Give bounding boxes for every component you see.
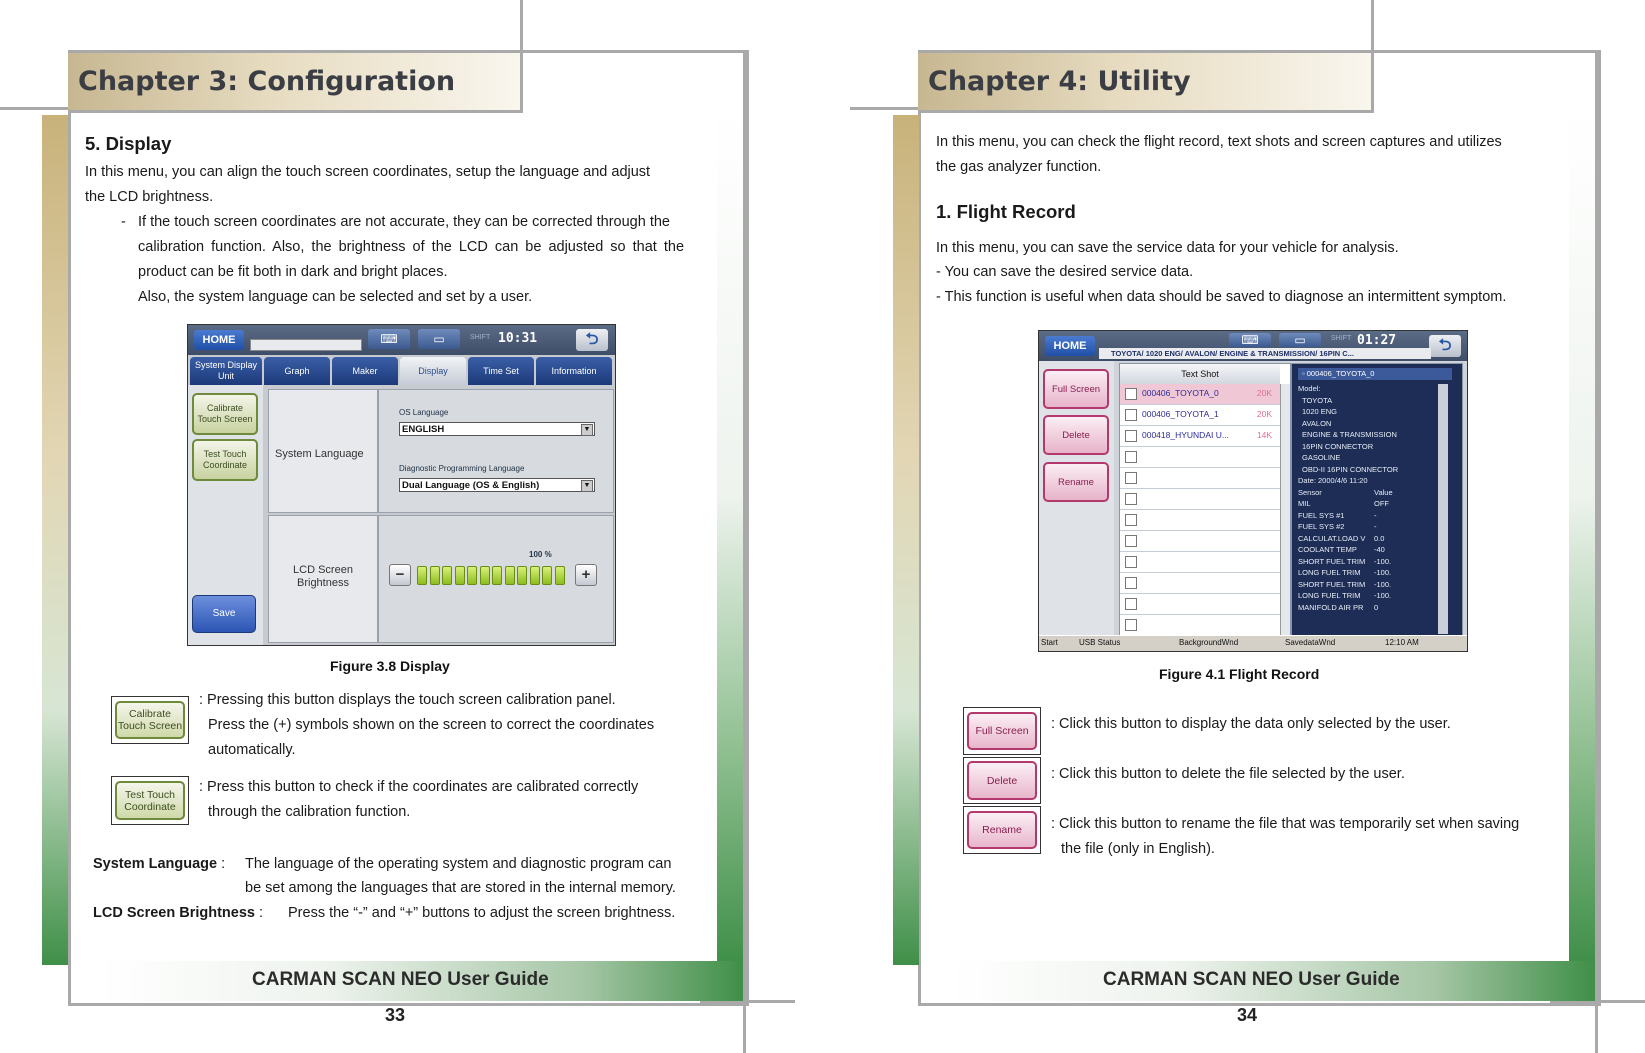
- footer-title: CARMAN SCAN NEO User Guide: [1103, 969, 1400, 990]
- sensor-value: -100.: [1374, 568, 1392, 577]
- chapter-title: Chapter 4: Utility: [928, 66, 1191, 97]
- definition-term: [93, 901, 263, 926]
- frame-line: [0, 107, 70, 110]
- info-line: GASOLINE: [1302, 453, 1341, 462]
- delete-label: Delete: [967, 761, 1036, 799]
- item-desc-line: : Click this button to delete the file selected by the user.: [1051, 766, 1405, 782]
- file-name: 000406_TOYOTA_1: [1142, 409, 1219, 419]
- os-language-value: ENGLISH: [402, 424, 445, 435]
- full-screen-label: Full Screen: [967, 712, 1036, 751]
- tab-graph[interactable]: Graph: [264, 357, 330, 385]
- taskbar: [1039, 635, 1467, 651]
- info-title: ▫ 000406_TOYOTA_0: [1298, 368, 1452, 380]
- checkbox[interactable]: [1125, 451, 1137, 463]
- sensor-name: CALCULAT.LOAD V: [1298, 533, 1366, 543]
- sensor-name: LONG FUEL TRIM: [1298, 591, 1361, 600]
- back-icon[interactable]: ⮌: [1429, 335, 1461, 357]
- checkbox[interactable]: [1125, 409, 1137, 421]
- checkbox[interactable]: [1125, 535, 1137, 547]
- intro-line: the gas analyzer function.: [936, 159, 1102, 175]
- term-separator: :: [217, 856, 226, 872]
- sensor-value: 0: [1374, 602, 1379, 612]
- file-name: 000418_HYUNDAI U...: [1142, 430, 1229, 440]
- info-line: Model:: [1298, 384, 1321, 393]
- sensor-value: -100.: [1374, 591, 1392, 600]
- keyboard-icon[interactable]: ⌨: [368, 329, 410, 349]
- info-line: 1020 ENG: [1302, 407, 1338, 416]
- brightness-plus-button[interactable]: +: [575, 564, 597, 586]
- sensor-value: -: [1374, 522, 1377, 531]
- figure-caption: Figure 4.1 Flight Record: [1159, 666, 1320, 682]
- sensor-name: MIL: [1298, 499, 1311, 508]
- brightness-segment: [492, 566, 502, 585]
- info-line: Date: 2000/4/6 11:20: [1298, 476, 1368, 485]
- file-info-panel: [1291, 363, 1463, 637]
- delete-button[interactable]: Delete: [1043, 415, 1109, 455]
- scrollbar[interactable]: [1438, 384, 1448, 634]
- checkbox[interactable]: [1125, 619, 1137, 631]
- taskbar-item[interactable]: SavedataWnd: [1285, 638, 1336, 647]
- list-item[interactable]: [1120, 405, 1280, 426]
- chapter-header: [918, 50, 1374, 113]
- info-title-text: 000406_TOYOTA_0: [1306, 369, 1375, 378]
- brightness-segment: [417, 566, 427, 585]
- definition-line: The language of the operating system and diagnostic program can: [245, 856, 672, 872]
- rename-button[interactable]: Rename: [1043, 462, 1109, 502]
- start-button[interactable]: Start: [1041, 638, 1058, 647]
- capture-icon[interactable]: ▭: [418, 329, 460, 349]
- page-number: 34: [1237, 1005, 1258, 1025]
- diag-language-label: Diagnostic Programming Language: [399, 464, 525, 473]
- brightness-segment: [455, 566, 465, 585]
- section-heading: 5. Display: [85, 133, 172, 154]
- section-heading: 1. Flight Record: [936, 201, 1076, 222]
- list-item[interactable]: [1120, 552, 1280, 573]
- checkbox[interactable]: [1125, 388, 1137, 400]
- sensor-value: -40: [1374, 545, 1385, 554]
- taskbar-clock: 12:10 AM: [1385, 638, 1419, 647]
- checkbox[interactable]: [1125, 430, 1137, 442]
- list-item[interactable]: [1120, 615, 1280, 636]
- list-item[interactable]: [1120, 510, 1280, 531]
- tab-display[interactable]: Display: [400, 357, 466, 385]
- sensor-value: -: [1374, 510, 1377, 520]
- sensor-name: LONG FUEL TRIM: [1298, 568, 1361, 577]
- info-line: ENGINE & TRANSMISSION: [1302, 430, 1397, 439]
- section-line: In this menu, you can save the service data for your vehicle for analysis.: [936, 240, 1399, 256]
- tab-information[interactable]: Information: [536, 357, 612, 385]
- shift-label: SHIFT: [1331, 335, 1352, 342]
- test-touch-coordinate-button[interactable]: Test Touch Coordinate: [192, 439, 258, 481]
- item-desc-line: : Click this button to rename the file that was temporarily set when saving: [1051, 816, 1520, 832]
- list-item[interactable]: [1120, 531, 1280, 552]
- taskbar-item[interactable]: BackgroundWnd: [1179, 638, 1239, 647]
- lcd-panel: [268, 515, 378, 643]
- display-screenshot: [187, 324, 616, 646]
- item-desc-line: automatically.: [208, 742, 296, 758]
- save-button[interactable]: Save: [192, 595, 256, 633]
- calibrate-touch-screen-button[interactable]: Calibrate Touch Screen: [192, 393, 258, 435]
- brightness-percent: 100 %: [529, 550, 552, 559]
- bullet-line: product can be fit both in dark and bright places.: [138, 264, 448, 280]
- lcd-label: LCD Screen Brightness: [293, 564, 353, 589]
- checkbox[interactable]: [1125, 472, 1137, 484]
- file-size: 14K: [1256, 430, 1272, 440]
- tab-time-set[interactable]: Time Set: [468, 357, 534, 385]
- calibrate-touch-screen-label: Calibrate Touch Screen: [115, 701, 184, 740]
- back-icon[interactable]: ⮌: [576, 329, 608, 351]
- checkbox[interactable]: [1125, 514, 1137, 526]
- item-desc-line: the file (only in English).: [1061, 841, 1215, 857]
- list-item[interactable]: [1120, 447, 1280, 468]
- file-size: 20K: [1256, 388, 1272, 398]
- brightness-segment: [530, 566, 540, 585]
- full-screen-icon: [963, 707, 1041, 755]
- bullet-marker: -: [121, 214, 126, 230]
- bullet-line: If the touch screen coordinates are not accurate, they can be corrected through the: [138, 214, 670, 230]
- sensor-name: FUEL SYS #2: [1298, 522, 1345, 531]
- diag-language-value: Dual Language (OS & English): [402, 480, 540, 491]
- definition-line: Press the “-” and “+” buttons to adjust the screen brightness.: [288, 905, 676, 921]
- os-language-label: OS Language: [399, 408, 449, 417]
- list-item[interactable]: [1120, 468, 1280, 489]
- list-item[interactable]: [1120, 594, 1280, 615]
- brightness-segment: [542, 566, 552, 585]
- file-list: [1119, 363, 1291, 637]
- brightness-bar[interactable]: [417, 566, 567, 585]
- item-desc-line: through the calibration function.: [208, 804, 411, 820]
- scrollbar[interactable]: [1280, 384, 1290, 636]
- definition-line: be set among the languages that are stored in the internal memory.: [245, 880, 676, 896]
- delete-icon: [963, 757, 1041, 804]
- os-language-select[interactable]: [399, 422, 595, 436]
- info-line: AVALON: [1302, 418, 1332, 428]
- brightness-segment: [555, 566, 565, 585]
- file-size: 20K: [1256, 409, 1272, 419]
- brightness-segment: [480, 566, 490, 585]
- intro-line: In this menu, you can check the flight record, text shots and screen captures and utilizes: [936, 134, 1502, 150]
- checkbox[interactable]: [1125, 598, 1137, 610]
- item-desc-line: Press the (+) symbols shown on the screen to correct the coordinates: [208, 717, 655, 733]
- system-language-label: System Language: [275, 448, 364, 460]
- sensor-name: FUEL SYS #1: [1298, 510, 1345, 520]
- side-accent-bar: [893, 115, 919, 965]
- home-button[interactable]: HOME: [1045, 336, 1095, 356]
- list-item[interactable]: [1120, 384, 1280, 405]
- chapter-header: [68, 50, 523, 113]
- section-line: - You can save the desired service data.: [936, 264, 1194, 280]
- footer-band: [100, 961, 743, 1001]
- sensor-name: MANIFOLD AIR PR: [1298, 602, 1364, 612]
- sensor-name: COOLANT TEMP: [1298, 545, 1357, 554]
- brightness-minus-button[interactable]: −: [389, 564, 411, 586]
- list-item[interactable]: [1120, 426, 1280, 447]
- path-field: [250, 339, 362, 351]
- footer-band: [950, 961, 1595, 1001]
- test-touch-coordinate-icon: [111, 776, 189, 825]
- chapter-title: Chapter 3: Configuration: [78, 66, 456, 97]
- term-separator: :: [254, 905, 264, 921]
- sensor-name: SHORT FUEL TRIM: [1298, 579, 1366, 589]
- chevron-down-icon: ▼: [581, 424, 593, 436]
- list-item[interactable]: [1120, 489, 1280, 510]
- frame-line: [850, 107, 920, 110]
- rename-label: Rename: [967, 811, 1036, 850]
- brightness-segment: [517, 566, 527, 585]
- sensor-name: SHORT FUEL TRIM: [1298, 556, 1366, 566]
- diag-language-select[interactable]: [399, 478, 595, 492]
- footer-title: CARMAN SCAN NEO User Guide: [252, 969, 549, 990]
- intro-line: In this menu, you can align the touch screen coordinates, setup the language and adjust: [85, 164, 651, 180]
- clock-display: 10:31: [498, 331, 538, 346]
- tab-system-display-unit[interactable]: System Display Unit: [190, 357, 262, 385]
- shift-label: SHIFT: [470, 334, 491, 341]
- side-accent-bar-right: [1569, 110, 1595, 965]
- side-accent-bar: [42, 115, 68, 965]
- side-accent-bar-right: [717, 110, 743, 965]
- sensor-value: -100.: [1374, 579, 1392, 589]
- item-desc-line: : Pressing this button displays the touch screen calibration panel.: [199, 692, 616, 708]
- sensor-value: OFF: [1374, 499, 1389, 508]
- info-line: 16PIN CONNECTOR: [1302, 441, 1374, 451]
- list-item[interactable]: [1120, 573, 1280, 594]
- intro-line: the LCD brightness.: [85, 189, 214, 205]
- chevron-down-icon: ▼: [581, 480, 593, 492]
- path-field: TOYOTA/ 1020 ENG/ AVALON/ ENGINE & TRANSMISSION/ 16PIN C...: [1099, 348, 1431, 359]
- full-screen-button[interactable]: Full Screen: [1043, 369, 1109, 409]
- bullet-line: Also, the system language can be selected and set by a user.: [138, 289, 533, 305]
- tab-maker[interactable]: Maker: [332, 357, 398, 385]
- capture-icon[interactable]: ▭: [1279, 333, 1321, 347]
- definition-term: [93, 852, 225, 877]
- checkbox[interactable]: [1125, 493, 1137, 505]
- list-header-label: Text Shot: [1181, 369, 1219, 379]
- sensor-value: -100.: [1374, 556, 1392, 566]
- checkbox[interactable]: [1125, 556, 1137, 568]
- file-name: 000406_TOYOTA_0: [1142, 388, 1219, 398]
- sensor-header: Value: [1374, 487, 1393, 497]
- brightness-segment: [442, 566, 452, 585]
- brightness-segment: [467, 566, 477, 585]
- home-button[interactable]: HOME: [194, 330, 244, 350]
- calibrate-touch-screen-icon: [111, 696, 189, 744]
- info-line: OBD-II 16PIN CONNECTOR: [1302, 464, 1399, 474]
- bullet-line: calibration function. Also, the brightness of the LCD can be adjusted so that the: [138, 239, 685, 255]
- sensor-header: Sensor: [1298, 487, 1322, 497]
- screenshot-topbar: [1039, 331, 1467, 361]
- brightness-segment: [430, 566, 440, 585]
- rename-icon: [963, 806, 1041, 854]
- screenshot-topbar: [188, 325, 615, 355]
- keyboard-icon[interactable]: ⌨: [1229, 333, 1271, 347]
- item-desc-line: : Press this button to check if the coordinates are calibrated correctly: [199, 779, 639, 795]
- test-touch-coordinate-label: Test Touch Coordinate: [115, 781, 184, 821]
- taskbar-item[interactable]: USB Status: [1079, 638, 1121, 647]
- item-desc-line: : Click this button to display the data only selected by the user.: [1051, 716, 1451, 732]
- flight-record-screenshot: [1038, 330, 1468, 652]
- list-header: [1120, 364, 1280, 385]
- page-number: 33: [385, 1005, 406, 1025]
- clock-display: 01:27: [1357, 333, 1397, 348]
- section-line: - This function is useful when data should be saved to diagnose an intermittent symptom.: [936, 289, 1507, 305]
- term-label: System Language: [93, 856, 218, 872]
- brightness-panel: [378, 515, 614, 643]
- system-language-panel: [268, 389, 378, 513]
- checkbox[interactable]: [1125, 577, 1137, 589]
- sensor-value: 0.0: [1374, 533, 1385, 543]
- brightness-segment: [505, 566, 515, 585]
- term-label: LCD Screen Brightness: [93, 905, 255, 921]
- language-settings-panel: [378, 389, 614, 513]
- figure-caption: Figure 3.8 Display: [330, 658, 450, 674]
- info-line: TOYOTA: [1302, 395, 1333, 405]
